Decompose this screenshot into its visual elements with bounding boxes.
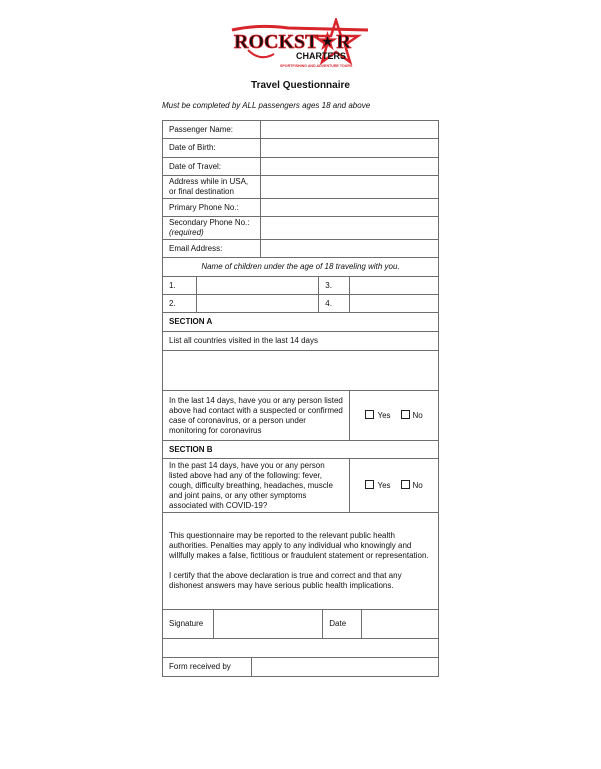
child-2-input[interactable]: [196, 295, 318, 313]
field-label: Date of Travel:: [163, 158, 261, 176]
section-a-yes-option[interactable]: [365, 411, 390, 420]
child-number: 3.: [319, 277, 350, 295]
countries-label: List all countries visited in the last 14 days: [163, 332, 439, 351]
field-row-email: [163, 240, 439, 258]
received-row: [163, 658, 439, 677]
passenger-name-input[interactable]: [260, 121, 438, 139]
children-row: [163, 277, 439, 295]
field-label: Address while in USA, or final destination: [163, 176, 261, 199]
field-label: Primary Phone No.:: [163, 199, 261, 217]
section-b-question: In the past 14 days, have you or any person listed above had any of the following: fever, cough, difficulty breathing, headaches, muscle and joint pains, or any other symptoms associated with COVID-19?: [163, 459, 350, 513]
questionnaire-table: [162, 120, 439, 677]
field-label: [163, 217, 261, 240]
section-a-question: In the last 14 days, have you or any person listed above had contact with a suspected or confirmed case of coronavirus, or a person under monitoring for coronavirus: [163, 391, 350, 441]
signature-row: [163, 610, 439, 639]
no-checkbox[interactable]: [401, 410, 410, 419]
declaration-paragraph-1: This questionnaire may be reported to the relevant public health authorities. Penalties may apply to any individual who knowingly and willfully makes a false, fictitious or fraudulent statement or representation.: [169, 531, 429, 560]
logo-graphic: [228, 18, 378, 70]
countries-label-row: [163, 332, 439, 351]
primary-phone-input[interactable]: [260, 199, 438, 217]
children-heading-row: [163, 258, 439, 277]
countries-input-row: [163, 351, 439, 391]
signature-label: Signature: [163, 610, 214, 639]
section-b-heading-row: [163, 441, 439, 459]
section-a-no-option[interactable]: [401, 411, 423, 420]
date-of-travel-input[interactable]: [260, 158, 438, 176]
yes-checkbox[interactable]: [365, 410, 374, 419]
declaration-paragraph-2: I certify that the above declaration is true and correct and that any dishonest answers may have serious public health implications.: [169, 571, 402, 590]
field-row-passenger-name: [163, 121, 439, 139]
children-row: [163, 295, 439, 313]
address-input[interactable]: [260, 176, 438, 199]
field-row-date-of-birth: [163, 139, 439, 158]
date-of-birth-input[interactable]: [260, 139, 438, 158]
field-label: Email Address:: [163, 240, 261, 258]
required-note: (required): [169, 228, 204, 237]
signature-input[interactable]: [213, 610, 322, 639]
no-label: No: [412, 411, 423, 420]
received-label: Form received by: [163, 658, 252, 677]
signature-date-input[interactable]: [362, 610, 439, 639]
section-b-answer: [350, 459, 439, 513]
received-by-input[interactable]: [251, 658, 438, 677]
secondary-phone-label: Secondary Phone No.:: [169, 218, 250, 227]
yes-label: Yes: [377, 411, 391, 420]
page-title: Travel Questionnaire: [251, 80, 350, 91]
email-input[interactable]: [260, 240, 438, 258]
section-b-heading: SECTION B: [163, 441, 439, 459]
child-number: 4.: [319, 295, 350, 313]
field-row-date-of-travel: [163, 158, 439, 176]
field-label: Date of Birth:: [163, 139, 261, 158]
child-number: 2.: [163, 295, 197, 313]
spacer-row: [163, 639, 439, 658]
child-number: 1.: [163, 277, 197, 295]
declaration: [163, 513, 439, 610]
section-a-question-row: [163, 391, 439, 441]
field-row-primary-phone: [163, 199, 439, 217]
rockstar-charters-logo: [228, 18, 378, 70]
yes-checkbox[interactable]: [365, 480, 374, 489]
section-b-yes-option[interactable]: [365, 481, 390, 490]
svg-text:CHARTERS: CHARTERS: [296, 51, 347, 61]
field-label: Passenger Name:: [163, 121, 261, 139]
section-b-no-option[interactable]: [401, 481, 423, 490]
section-a-heading: SECTION A: [163, 313, 439, 332]
secondary-phone-input[interactable]: [260, 217, 438, 240]
field-row-secondary-phone: [163, 217, 439, 240]
countries-input[interactable]: [163, 351, 439, 391]
section-b-question-row: [163, 459, 439, 513]
date-label: Date: [323, 610, 362, 639]
child-4-input[interactable]: [350, 295, 439, 313]
children-heading: Name of children under the age of 18 traveling with you.: [163, 258, 439, 277]
blank-cell: [163, 639, 439, 658]
section-a-answer: [350, 391, 439, 441]
field-row-address: [163, 176, 439, 199]
form-instructions: Must be completed by ALL passengers ages 18 and above: [162, 101, 371, 110]
svg-text:ROCKST★R: ROCKST★R: [234, 31, 351, 53]
section-a-heading-row: [163, 313, 439, 332]
svg-text:SPORTFISHING AND ADVENTURE TOU: SPORTFISHING AND ADVENTURE TOURS: [280, 64, 353, 68]
no-checkbox[interactable]: [401, 480, 410, 489]
yes-label: Yes: [377, 481, 391, 490]
declaration-row: [163, 513, 439, 610]
child-1-input[interactable]: [196, 277, 318, 295]
no-label: No: [412, 481, 423, 490]
child-3-input[interactable]: [350, 277, 439, 295]
